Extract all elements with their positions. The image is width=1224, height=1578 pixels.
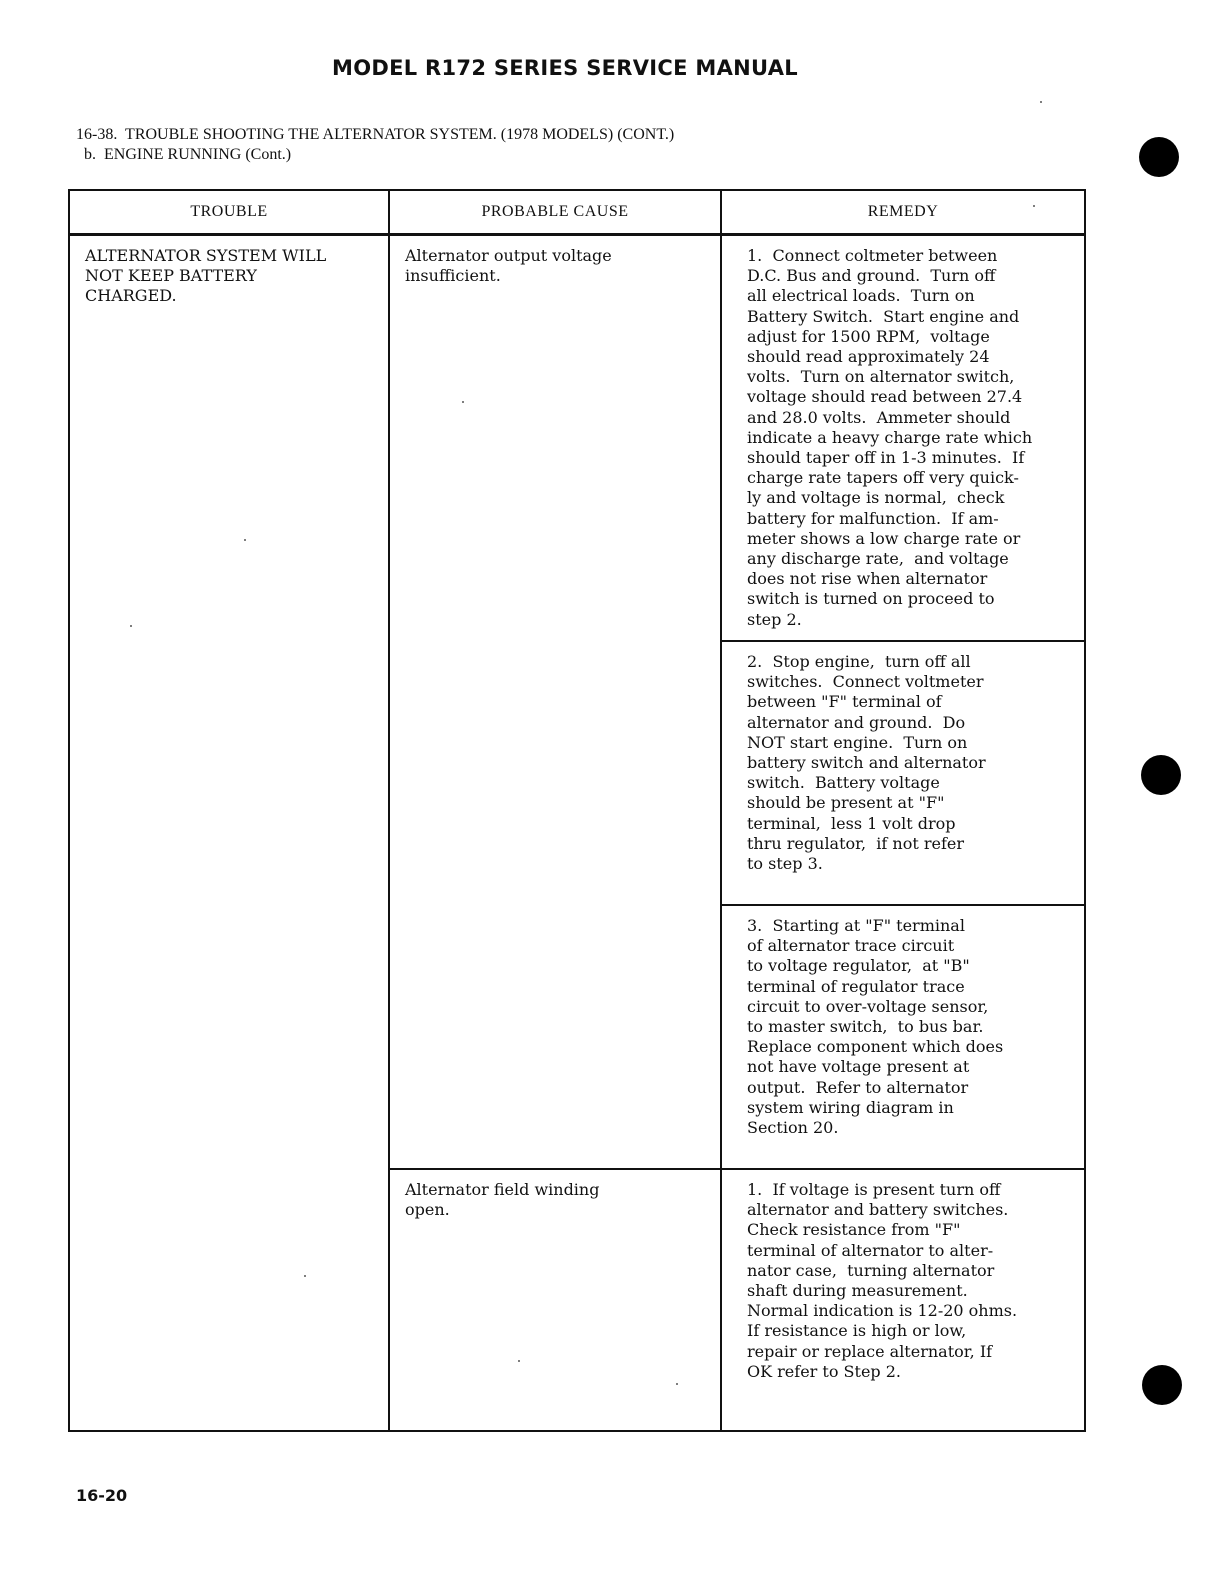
- remedy-text: 1. Connect coltmeter between D.C. Bus and ground. Turn off all electrical loads. Turn on Battery Switch. Start engine and adjust for 1500 RPM, voltage should read approximately 24 volts. Turn on alternator switch, voltage should read between 27.4 and 28.0 volts. Ammeter should indicate a heavy charge rate which should taper off in 1-3 minutes. If charge rate tapers off very quick- ly and voltage is normal, check battery for malfunction. If am- meter shows a low charge rate or any discharge rate, and voltage does not rise when alternator switch is turned on proceed to step 2.: [747, 246, 1033, 629]
- scan-speck: [1040, 101, 1042, 103]
- remedy-text: 3. Starting at "F" terminal of alternator trace circuit to voltage regulator, at "B" terminal of regulator trace circuit to over-voltage sensor, to master switch, to bus bar. Replace component which does not have voltage present at output. Refer to alternator system wiring diagram in Section 20.: [747, 916, 1004, 1138]
- binder-hole-top: [1139, 137, 1179, 177]
- cause-text: Alternator field winding open.: [405, 1180, 600, 1220]
- section-heading: 16-38. TROUBLE SHOOTING THE ALTERNATOR SYSTEM. (1978 MODELS) (CONT.) b. ENGINE RUNNING (Cont.): [76, 126, 675, 163]
- table-row: [69, 235, 1085, 642]
- column-header-trouble: TROUBLE: [69, 190, 389, 235]
- remedy-cell: [721, 905, 1085, 1169]
- binder-hole-middle: [1141, 755, 1181, 795]
- remedy-cell: [721, 235, 1085, 642]
- trouble-shooting-table: [68, 189, 1086, 1432]
- page-number: 16-20: [76, 1486, 128, 1505]
- remedy-cell: [721, 1169, 1085, 1431]
- trouble-text: ALTERNATOR SYSTEM WILL NOT KEEP BATTERY CHARGED.: [85, 246, 327, 306]
- cause-text: Alternator output voltage insufficient.: [405, 246, 612, 286]
- binder-hole-bottom: [1142, 1365, 1182, 1405]
- remedy-cell: [721, 641, 1085, 905]
- column-header-remedy: REMEDY: [721, 190, 1085, 235]
- cause-cell: [389, 1169, 721, 1431]
- column-header-probable-cause: PROBABLE CAUSE: [389, 190, 721, 235]
- remedy-text: 2. Stop engine, turn off all switches. Connect voltmeter between "F" terminal of alternator and ground. Do NOT start engine. Turn on battery switch and alternator switch. Battery voltage should be present at "F" terminal, less 1 volt drop thru regulator, if not refer to step 3.: [747, 652, 986, 874]
- table-header-row: [69, 190, 1085, 235]
- remedy-text: 1. If voltage is present turn off alternator and battery switches. Check resistance from "F" terminal of alternator to alter- nator case, turning alternator shaft during measurement. Normal indication is 12-20 ohms. If resistance is high or low, repair or replace alternator, If OK refer to Step 2.: [747, 1180, 1018, 1381]
- page-title: MODEL R172 SERIES SERVICE MANUAL: [332, 56, 798, 80]
- cause-cell: [389, 235, 721, 1170]
- trouble-cell: [69, 235, 389, 1432]
